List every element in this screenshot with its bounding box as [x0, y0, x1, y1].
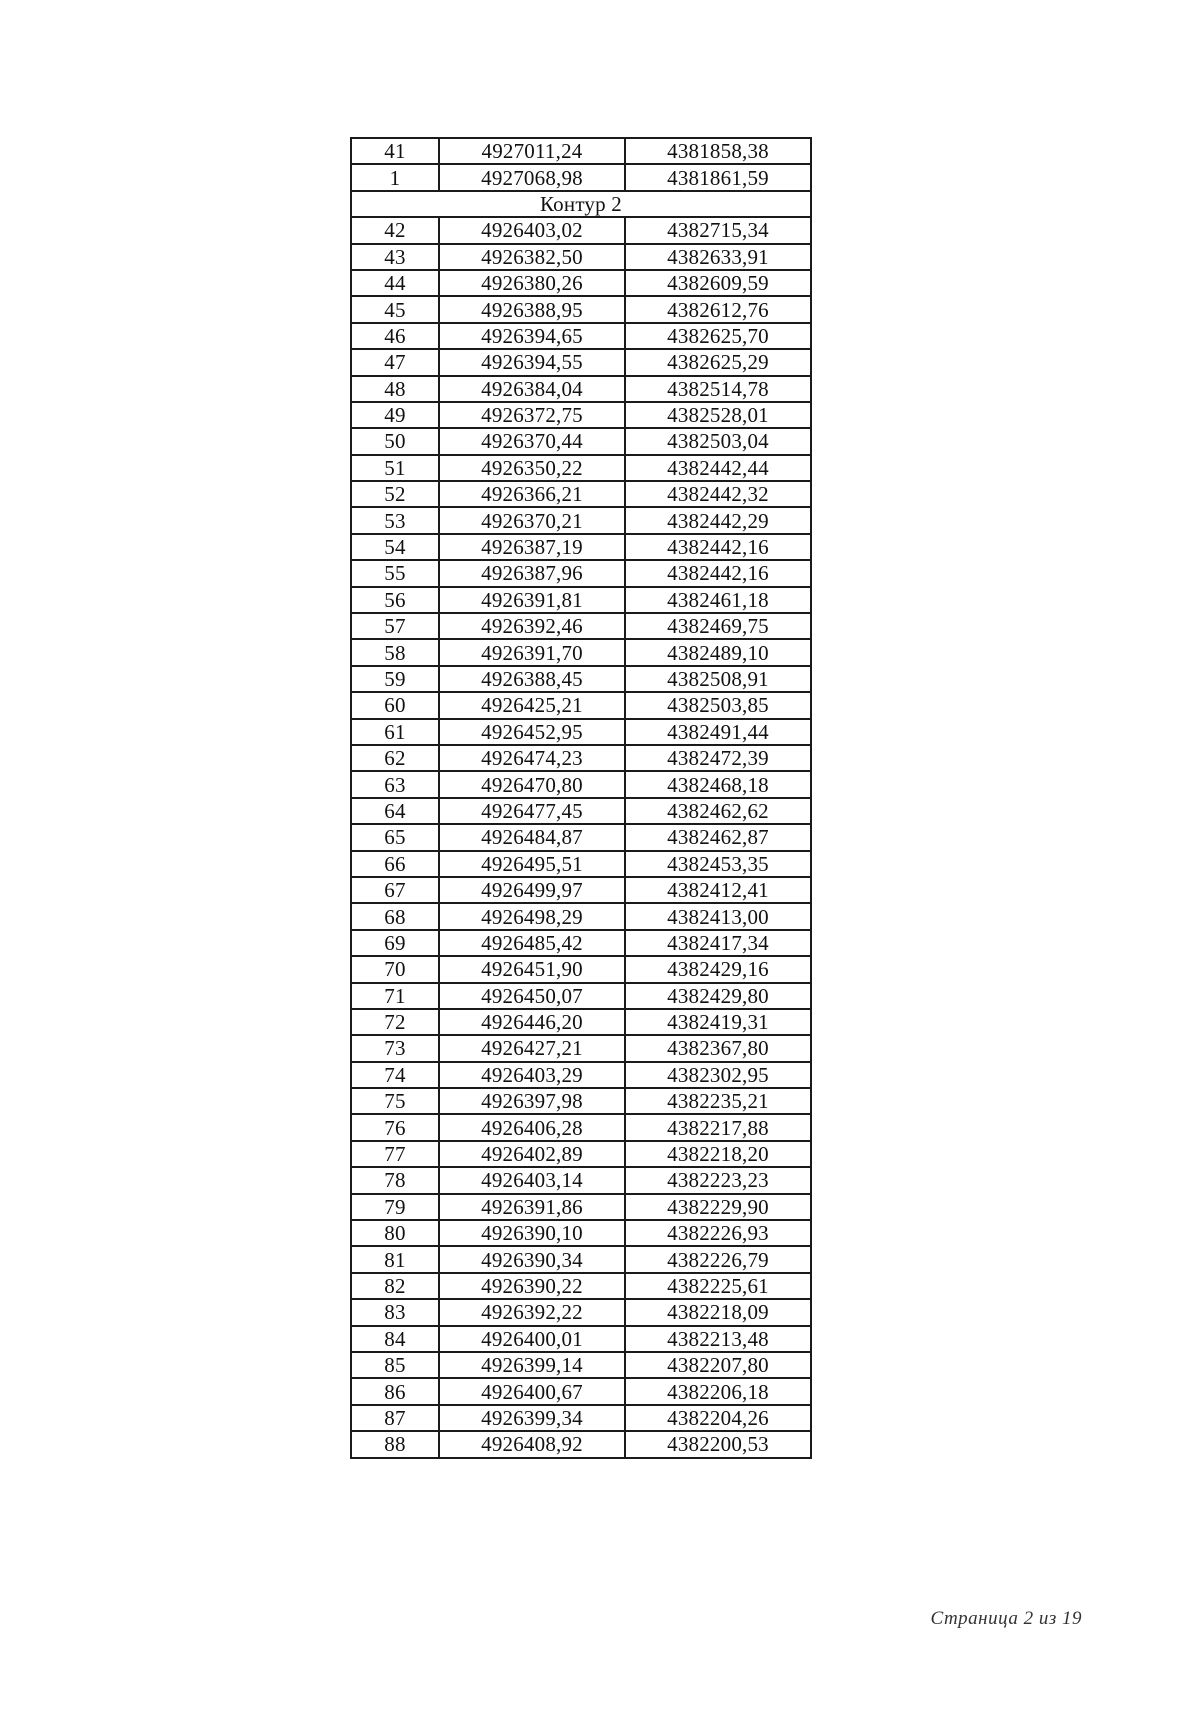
point-number-cell: 48	[351, 376, 439, 402]
table-row	[351, 824, 811, 850]
x-coordinate-cell: 4926477,45	[439, 798, 625, 824]
table-row	[351, 402, 811, 428]
x-coordinate-cell: 4926400,67	[439, 1378, 625, 1404]
table-row	[351, 323, 811, 349]
point-number-cell: 42	[351, 217, 439, 243]
y-coordinate-cell: 4382229,90	[625, 1194, 811, 1220]
point-number-cell: 49	[351, 402, 439, 428]
y-coordinate-cell: 4382472,39	[625, 745, 811, 771]
point-number-cell: 45	[351, 296, 439, 322]
x-coordinate-cell: 4926400,01	[439, 1326, 625, 1352]
point-number-cell: 67	[351, 877, 439, 903]
x-coordinate-cell: 4926399,14	[439, 1352, 625, 1378]
x-coordinate-cell: 4926380,26	[439, 270, 625, 296]
table-row	[351, 1431, 811, 1457]
y-coordinate-cell: 4382218,09	[625, 1299, 811, 1325]
y-coordinate-cell: 4382412,41	[625, 877, 811, 903]
point-number-cell: 58	[351, 639, 439, 665]
table-row	[351, 745, 811, 771]
x-coordinate-cell: 4926484,87	[439, 824, 625, 850]
y-coordinate-cell: 4382442,44	[625, 455, 811, 481]
point-number-cell: 55	[351, 560, 439, 586]
y-coordinate-cell: 4382491,44	[625, 719, 811, 745]
y-coordinate-cell: 4382223,23	[625, 1167, 811, 1193]
table-row	[351, 771, 811, 797]
table-row	[351, 666, 811, 692]
coordinates-table	[350, 137, 812, 1459]
y-coordinate-cell: 4382462,87	[625, 824, 811, 850]
y-coordinate-cell: 4382715,34	[625, 217, 811, 243]
table-row	[351, 164, 811, 190]
x-coordinate-cell: 4926408,92	[439, 1431, 625, 1457]
y-coordinate-cell: 4382453,35	[625, 851, 811, 877]
y-coordinate-cell: 4382462,62	[625, 798, 811, 824]
x-coordinate-cell: 4926402,89	[439, 1141, 625, 1167]
point-number-cell: 66	[351, 851, 439, 877]
y-coordinate-cell: 4381858,38	[625, 138, 811, 164]
y-coordinate-cell: 4382503,04	[625, 428, 811, 454]
table-row	[351, 455, 811, 481]
table-row	[351, 930, 811, 956]
y-coordinate-cell: 4382468,18	[625, 771, 811, 797]
y-coordinate-cell: 4382625,29	[625, 349, 811, 375]
point-number-cell: 1	[351, 164, 439, 190]
table-row	[351, 639, 811, 665]
point-number-cell: 54	[351, 534, 439, 560]
x-coordinate-cell: 4926394,65	[439, 323, 625, 349]
point-number-cell: 71	[351, 983, 439, 1009]
x-coordinate-cell: 4926370,21	[439, 507, 625, 533]
y-coordinate-cell: 4382508,91	[625, 666, 811, 692]
x-coordinate-cell: 4926382,50	[439, 244, 625, 270]
y-coordinate-cell: 4381861,59	[625, 164, 811, 190]
y-coordinate-cell: 4382442,16	[625, 560, 811, 586]
x-coordinate-cell: 4926451,90	[439, 956, 625, 982]
point-number-cell: 80	[351, 1220, 439, 1246]
point-number-cell: 69	[351, 930, 439, 956]
table-row	[351, 1167, 811, 1193]
y-coordinate-cell: 4382218,20	[625, 1141, 811, 1167]
x-coordinate-cell: 4927011,24	[439, 138, 625, 164]
y-coordinate-cell: 4382235,21	[625, 1088, 811, 1114]
y-coordinate-cell: 4382413,00	[625, 903, 811, 929]
x-coordinate-cell: 4926388,95	[439, 296, 625, 322]
point-number-cell: 50	[351, 428, 439, 454]
table-row	[351, 798, 811, 824]
y-coordinate-cell: 4382609,59	[625, 270, 811, 296]
table-row	[351, 244, 811, 270]
point-number-cell: 53	[351, 507, 439, 533]
point-number-cell: 68	[351, 903, 439, 929]
table-row	[351, 1246, 811, 1272]
table-row	[351, 1062, 811, 1088]
x-coordinate-cell: 4926384,04	[439, 376, 625, 402]
table-row	[351, 1035, 811, 1061]
x-coordinate-cell: 4926403,14	[439, 1167, 625, 1193]
y-coordinate-cell: 4382226,79	[625, 1246, 811, 1272]
y-coordinate-cell: 4382442,29	[625, 507, 811, 533]
x-coordinate-cell: 4926403,02	[439, 217, 625, 243]
x-coordinate-cell: 4926366,21	[439, 481, 625, 507]
table-row	[351, 534, 811, 560]
table-row	[351, 1378, 811, 1404]
point-number-cell: 43	[351, 244, 439, 270]
table-row	[351, 613, 811, 639]
y-coordinate-cell: 4382207,80	[625, 1352, 811, 1378]
coordinates-table-body	[351, 138, 811, 1458]
x-coordinate-cell: 4926391,81	[439, 587, 625, 613]
point-number-cell: 64	[351, 798, 439, 824]
x-coordinate-cell: 4926387,19	[439, 534, 625, 560]
x-coordinate-cell: 4926372,75	[439, 402, 625, 428]
point-number-cell: 65	[351, 824, 439, 850]
y-coordinate-cell: 4382503,85	[625, 692, 811, 718]
y-coordinate-cell: 4382226,93	[625, 1220, 811, 1246]
x-coordinate-cell: 4926388,45	[439, 666, 625, 692]
y-coordinate-cell: 4382204,26	[625, 1405, 811, 1431]
x-coordinate-cell: 4926350,22	[439, 455, 625, 481]
y-coordinate-cell: 4382528,01	[625, 402, 811, 428]
x-coordinate-cell: 4926394,55	[439, 349, 625, 375]
point-number-cell: 88	[351, 1431, 439, 1457]
point-number-cell: 82	[351, 1273, 439, 1299]
x-coordinate-cell: 4926452,95	[439, 719, 625, 745]
table-row	[351, 1141, 811, 1167]
section-row	[351, 191, 811, 217]
point-number-cell: 79	[351, 1194, 439, 1220]
table-row	[351, 877, 811, 903]
table-row	[351, 692, 811, 718]
point-number-cell: 56	[351, 587, 439, 613]
table-row	[351, 1299, 811, 1325]
page-number: Страница 2 из 19	[930, 1608, 1082, 1629]
y-coordinate-cell: 4382514,78	[625, 376, 811, 402]
table-row	[351, 428, 811, 454]
table-row	[351, 1194, 811, 1220]
table-row	[351, 507, 811, 533]
y-coordinate-cell: 4382442,32	[625, 481, 811, 507]
x-coordinate-cell: 4926391,70	[439, 639, 625, 665]
x-coordinate-cell: 4926370,44	[439, 428, 625, 454]
y-coordinate-cell: 4382625,70	[625, 323, 811, 349]
x-coordinate-cell: 4926390,10	[439, 1220, 625, 1246]
table-row	[351, 983, 811, 1009]
point-number-cell: 70	[351, 956, 439, 982]
table-row	[351, 1009, 811, 1035]
point-number-cell: 44	[351, 270, 439, 296]
y-coordinate-cell: 4382469,75	[625, 613, 811, 639]
x-coordinate-cell: 4926446,20	[439, 1009, 625, 1035]
table-row	[351, 217, 811, 243]
table-row	[351, 903, 811, 929]
contour-heading: Контур 2	[351, 191, 811, 217]
x-coordinate-cell: 4926425,21	[439, 692, 625, 718]
table-row	[351, 1326, 811, 1352]
x-coordinate-cell: 4926485,42	[439, 930, 625, 956]
point-number-cell: 85	[351, 1352, 439, 1378]
y-coordinate-cell: 4382461,18	[625, 587, 811, 613]
y-coordinate-cell: 4382429,80	[625, 983, 811, 1009]
x-coordinate-cell: 4926392,22	[439, 1299, 625, 1325]
x-coordinate-cell: 4926399,34	[439, 1405, 625, 1431]
point-number-cell: 51	[351, 455, 439, 481]
x-coordinate-cell: 4926450,07	[439, 983, 625, 1009]
point-number-cell: 83	[351, 1299, 439, 1325]
table-row	[351, 481, 811, 507]
y-coordinate-cell: 4382419,31	[625, 1009, 811, 1035]
table-row	[351, 296, 811, 322]
x-coordinate-cell: 4927068,98	[439, 164, 625, 190]
y-coordinate-cell: 4382417,34	[625, 930, 811, 956]
point-number-cell: 72	[351, 1009, 439, 1035]
point-number-cell: 62	[351, 745, 439, 771]
x-coordinate-cell: 4926498,29	[439, 903, 625, 929]
x-coordinate-cell: 4926499,97	[439, 877, 625, 903]
x-coordinate-cell: 4926427,21	[439, 1035, 625, 1061]
point-number-cell: 41	[351, 138, 439, 164]
x-coordinate-cell: 4926387,96	[439, 560, 625, 586]
point-number-cell: 59	[351, 666, 439, 692]
y-coordinate-cell: 4382367,80	[625, 1035, 811, 1061]
x-coordinate-cell: 4926392,46	[439, 613, 625, 639]
table-row	[351, 1114, 811, 1140]
table-row	[351, 349, 811, 375]
point-number-cell: 57	[351, 613, 439, 639]
point-number-cell: 73	[351, 1035, 439, 1061]
x-coordinate-cell: 4926391,86	[439, 1194, 625, 1220]
x-coordinate-cell: 4926406,28	[439, 1114, 625, 1140]
y-coordinate-cell: 4382633,91	[625, 244, 811, 270]
y-coordinate-cell: 4382217,88	[625, 1114, 811, 1140]
table-row	[351, 138, 811, 164]
point-number-cell: 61	[351, 719, 439, 745]
point-number-cell: 46	[351, 323, 439, 349]
x-coordinate-cell: 4926403,29	[439, 1062, 625, 1088]
point-number-cell: 60	[351, 692, 439, 718]
y-coordinate-cell: 4382213,48	[625, 1326, 811, 1352]
table-row	[351, 1273, 811, 1299]
table-row	[351, 1352, 811, 1378]
y-coordinate-cell: 4382225,61	[625, 1273, 811, 1299]
table-row	[351, 851, 811, 877]
table-row	[351, 1220, 811, 1246]
point-number-cell: 76	[351, 1114, 439, 1140]
table-row	[351, 719, 811, 745]
table-row	[351, 376, 811, 402]
y-coordinate-cell: 4382489,10	[625, 639, 811, 665]
table-row	[351, 956, 811, 982]
x-coordinate-cell: 4926397,98	[439, 1088, 625, 1114]
point-number-cell: 78	[351, 1167, 439, 1193]
x-coordinate-cell: 4926470,80	[439, 771, 625, 797]
y-coordinate-cell: 4382612,76	[625, 296, 811, 322]
y-coordinate-cell: 4382302,95	[625, 1062, 811, 1088]
y-coordinate-cell: 4382206,18	[625, 1378, 811, 1404]
table-row	[351, 587, 811, 613]
x-coordinate-cell: 4926390,34	[439, 1246, 625, 1272]
table-row	[351, 270, 811, 296]
table-row	[351, 1088, 811, 1114]
y-coordinate-cell: 4382429,16	[625, 956, 811, 982]
point-number-cell: 84	[351, 1326, 439, 1352]
point-number-cell: 63	[351, 771, 439, 797]
x-coordinate-cell: 4926495,51	[439, 851, 625, 877]
x-coordinate-cell: 4926390,22	[439, 1273, 625, 1299]
point-number-cell: 81	[351, 1246, 439, 1272]
point-number-cell: 86	[351, 1378, 439, 1404]
point-number-cell: 75	[351, 1088, 439, 1114]
table-row	[351, 1405, 811, 1431]
point-number-cell: 47	[351, 349, 439, 375]
y-coordinate-cell: 4382200,53	[625, 1431, 811, 1457]
point-number-cell: 52	[351, 481, 439, 507]
table-row	[351, 560, 811, 586]
point-number-cell: 74	[351, 1062, 439, 1088]
y-coordinate-cell: 4382442,16	[625, 534, 811, 560]
point-number-cell: 77	[351, 1141, 439, 1167]
x-coordinate-cell: 4926474,23	[439, 745, 625, 771]
point-number-cell: 87	[351, 1405, 439, 1431]
